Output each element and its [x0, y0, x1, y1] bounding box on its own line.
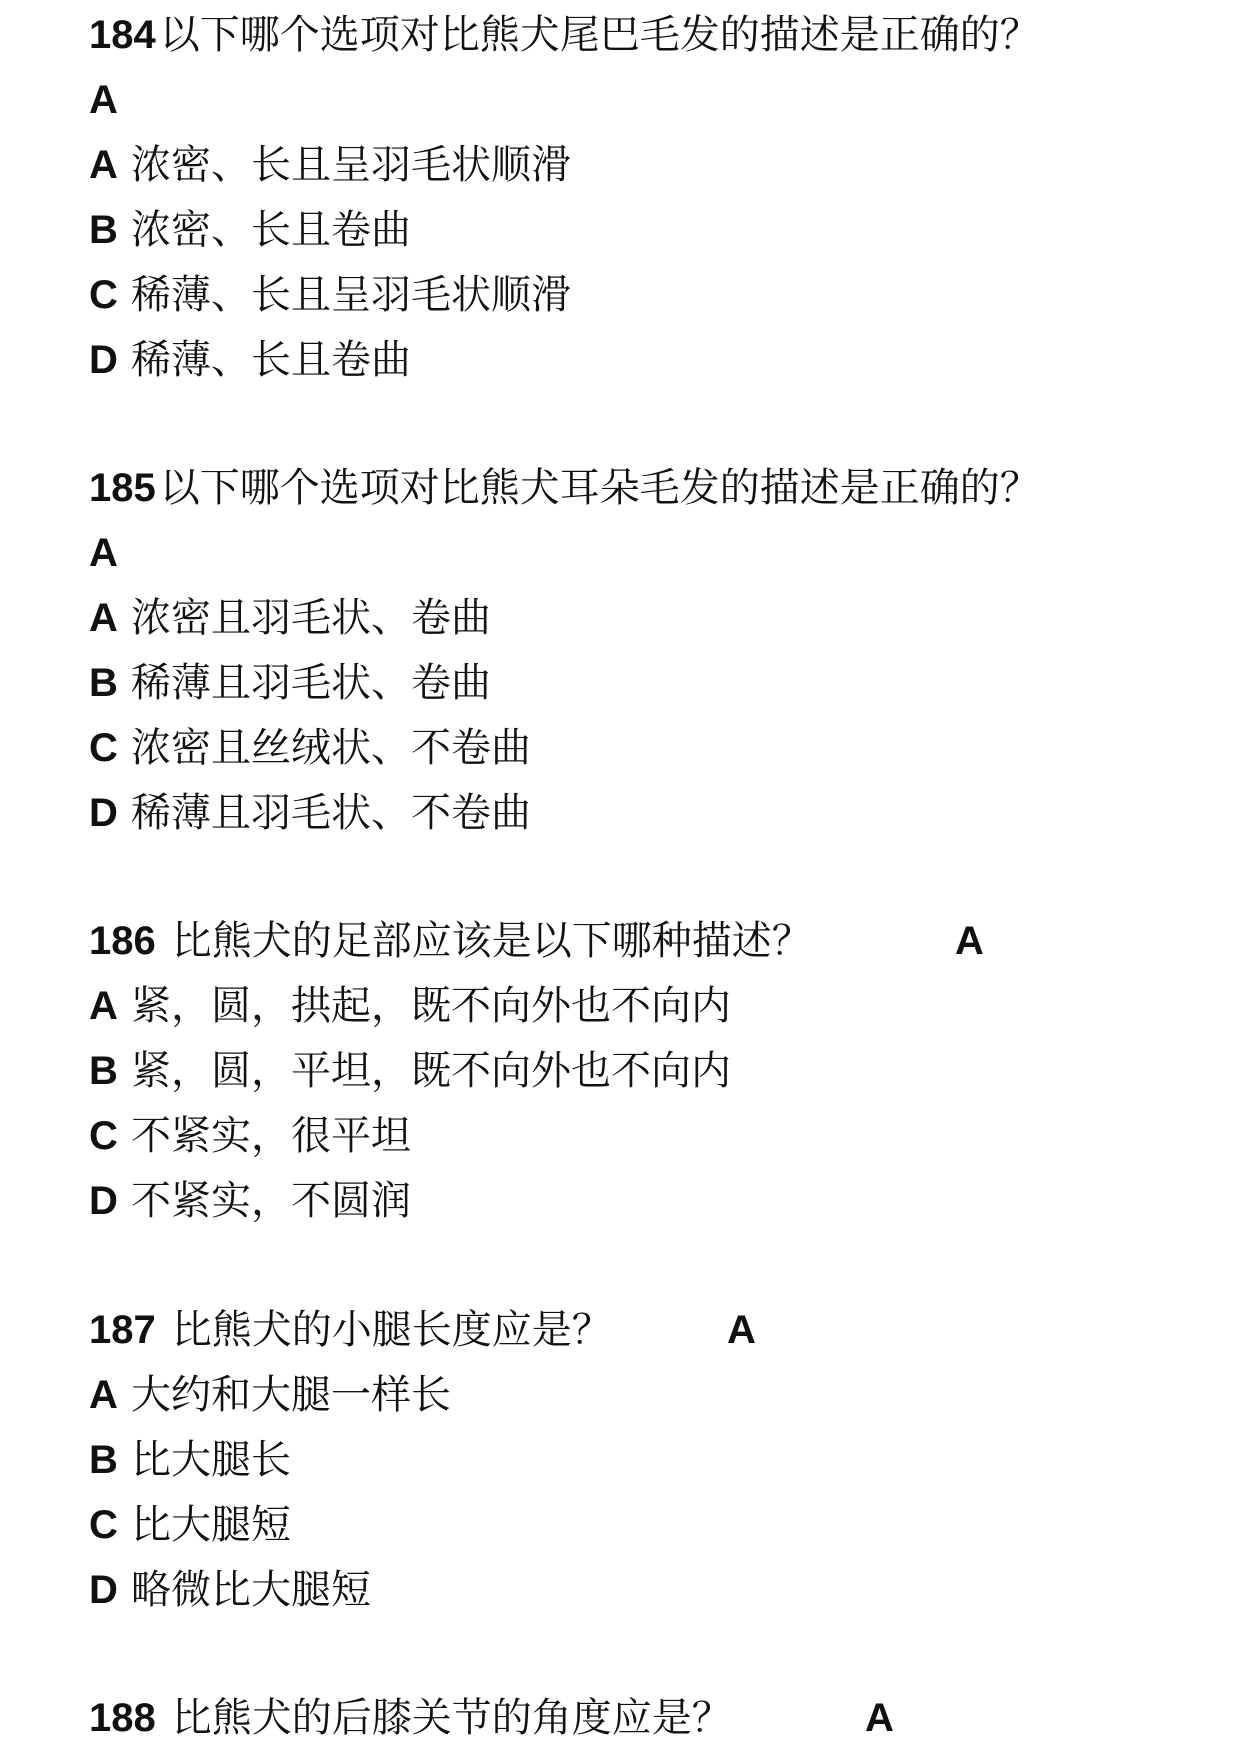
- option-d: [89, 332, 411, 388]
- option-letter: C: [89, 273, 118, 317]
- option-b: [89, 1432, 291, 1488]
- question-text: 以下哪个选项对比熊犬耳朵毛发的描述是正确的？: [159, 465, 1040, 511]
- option-letter: D: [89, 1179, 118, 1223]
- option-text: 不紧实，不圆润: [131, 1178, 411, 1224]
- option-text: 浓密且丝绒状、不卷曲: [131, 725, 531, 771]
- question-187-answer: A: [727, 1308, 756, 1352]
- option-text: 不紧实，很平坦: [131, 1113, 411, 1159]
- option-letter: B: [89, 661, 118, 705]
- option-text: 紧，圆，拱起，既不向外也不向内: [131, 983, 731, 1029]
- option-c: [89, 1497, 291, 1553]
- option-c: [89, 720, 531, 776]
- option-letter: C: [89, 1114, 118, 1158]
- option-letter: A: [89, 143, 118, 187]
- question-number: 188: [89, 1696, 156, 1740]
- option-c: [89, 1108, 411, 1164]
- option-letter: D: [89, 791, 118, 835]
- option-c: [89, 267, 571, 323]
- question-text: 以下哪个选项对比熊犬尾巴毛发的描述是正确的？: [159, 12, 1040, 58]
- option-letter: C: [89, 1503, 118, 1547]
- option-text: 比大腿短: [131, 1502, 291, 1548]
- question-number: 186: [89, 919, 156, 963]
- option-text: 紧，圆，平坦，既不向外也不向内: [131, 1048, 731, 1094]
- option-letter: C: [89, 726, 118, 770]
- option-text: 稀薄、长且呈羽毛状顺滑: [131, 272, 571, 318]
- question-text: 比熊犬的小腿长度应是？: [171, 1307, 612, 1353]
- question-text: 比熊犬的足部应该是以下哪种描述？: [171, 918, 812, 964]
- option-d: [89, 1173, 411, 1229]
- question-number: 187: [89, 1308, 156, 1352]
- question-text: 比熊犬的后膝关节的角度应是？: [171, 1695, 732, 1741]
- option-letter: D: [89, 1568, 118, 1612]
- question-186-answer: A: [955, 919, 984, 963]
- question-187-stem: [89, 1302, 612, 1358]
- question-number: 184: [89, 13, 156, 57]
- option-text: 稀薄且羽毛状、不卷曲: [131, 790, 531, 836]
- question-185-stem: [89, 460, 1040, 516]
- option-a: [89, 590, 491, 646]
- option-text: 浓密且羽毛状、卷曲: [131, 595, 491, 641]
- option-letter: B: [89, 208, 118, 252]
- question-186-stem: [89, 913, 812, 969]
- option-text: 略微比大腿短: [131, 1567, 371, 1613]
- option-b: [89, 655, 491, 711]
- question-number: 185: [89, 466, 156, 510]
- option-d: [89, 785, 531, 841]
- option-letter: D: [89, 338, 118, 382]
- option-letter: B: [89, 1049, 118, 1093]
- option-d: [89, 1562, 371, 1618]
- option-b: [89, 202, 411, 258]
- question-185-answer: A: [89, 531, 118, 575]
- question-188-answer: A: [865, 1696, 894, 1740]
- option-a: [89, 978, 731, 1034]
- option-text: 大约和大腿一样长: [131, 1372, 451, 1418]
- option-text: 比大腿长: [131, 1437, 291, 1483]
- question-188-stem: [89, 1690, 732, 1746]
- option-text: 浓密、长且卷曲: [131, 207, 411, 253]
- option-letter: A: [89, 596, 118, 640]
- option-b: [89, 1043, 731, 1099]
- option-text: 浓密、长且呈羽毛状顺滑: [131, 142, 571, 188]
- option-letter: A: [89, 984, 118, 1028]
- option-letter: A: [89, 1373, 118, 1417]
- option-a: [89, 137, 571, 193]
- option-text: 稀薄、长且卷曲: [131, 337, 411, 383]
- question-184-answer: A: [89, 78, 118, 122]
- option-letter: B: [89, 1438, 118, 1482]
- option-a: [89, 1367, 451, 1423]
- question-184-stem: [89, 7, 1040, 63]
- option-text: 稀薄且羽毛状、卷曲: [131, 660, 491, 706]
